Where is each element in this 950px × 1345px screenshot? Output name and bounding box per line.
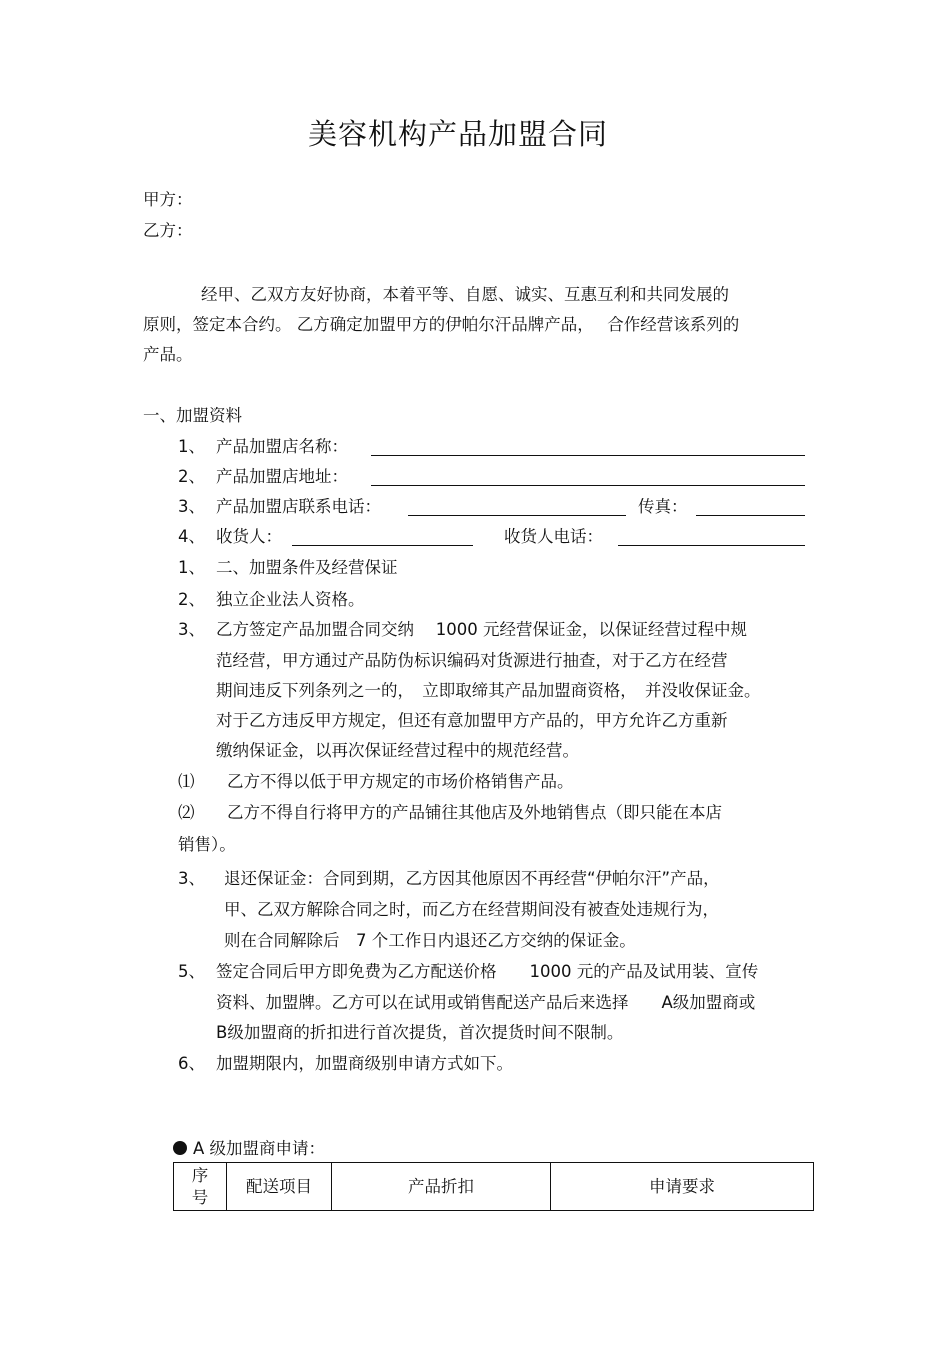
item-5-number: 5、 <box>178 962 205 981</box>
bullet-icon <box>173 1141 187 1155</box>
clause-2-number: ⑵ <box>178 803 195 822</box>
item-2-number: 2、 <box>178 590 205 609</box>
item-3-number: 3、 <box>178 620 205 639</box>
col-seq-line-2: 号 <box>191 1187 209 1207</box>
preamble-line-2: 原则，签定本合约。 乙方确定加盟甲方的伊帕尔汗品牌产品， 合作经营该系列的 <box>143 315 740 334</box>
consignee-phone-label: 收货人电话： <box>504 527 603 546</box>
store-phone-label: 产品加盟店联系电话： <box>216 497 381 516</box>
item-5-line-2: 资料、加盟牌。乙方可以在试用或销售配送产品后来选择 A级加盟商或 <box>216 993 756 1012</box>
item-3b-number: 3、 <box>178 869 205 888</box>
table-header-row <box>174 1163 814 1211</box>
store-address-label: 产品加盟店地址： <box>216 467 348 486</box>
party-a-label: 甲方： <box>143 190 193 209</box>
a-level-heading <box>173 1139 325 1159</box>
field-4-number: 4、 <box>178 527 205 546</box>
section-1-heading: 一、加盟资料 <box>143 406 242 425</box>
store-name-label: 产品加盟店名称： <box>216 437 348 456</box>
item-3-line-3: 期间违反下列条列之一的， 立即取缔其产品加盟商资格， 并没收保证金。 <box>216 681 761 700</box>
item-3-line-1: 乙方签定产品加盟合同交纳 1000 元经营保证金，以保证经营过程中规 <box>216 620 747 639</box>
store-name-field[interactable] <box>371 455 805 456</box>
party-b-label: 乙方： <box>143 221 193 240</box>
store-phone-field[interactable] <box>408 515 626 516</box>
item-3-line-5: 缴纳保证金，以再次保证经营过程中的规范经营。 <box>216 741 579 760</box>
consignee-field[interactable] <box>292 545 473 546</box>
consignee-label: 收货人： <box>216 527 282 546</box>
item-3-line-2: 范经营，甲方通过产品防伪标识编码对货源进行抽查，对于乙方在经营 <box>216 651 728 670</box>
col-seq-header <box>174 1163 227 1211</box>
field-3-number: 3、 <box>178 497 205 516</box>
field-2-number: 2、 <box>178 467 205 486</box>
store-address-field[interactable] <box>371 485 805 486</box>
a-level-heading-text: A 级加盟商申请： <box>193 1139 326 1158</box>
item-5-line-3: B级加盟商的折扣进行首次提货，首次提货时间不限制。 <box>216 1023 624 1042</box>
a-level-table <box>173 1162 814 1211</box>
col-requirement-header: 申请要求 <box>551 1163 814 1211</box>
item-3b-line-1: 退还保证金：合同到期，乙方因其他原因不再经营“伊帕尔汗”产品， <box>224 869 720 888</box>
consignee-phone-field[interactable] <box>618 545 805 546</box>
clause-2-line-2: 销售）。 <box>178 835 236 854</box>
col-seq-line-1: 序 <box>191 1165 209 1185</box>
item-6-number: 6、 <box>178 1054 205 1073</box>
fax-field[interactable] <box>696 515 805 516</box>
col-discount-header: 产品折扣 <box>332 1163 551 1211</box>
item-2-text: 独立企业法人资格。 <box>216 590 365 609</box>
preamble-line-3: 产品。 <box>143 345 193 364</box>
item-3b-line-3: 则在合同解除后 7 个工作日内退还乙方交纳的保证金。 <box>224 931 636 950</box>
clause-1-number: ⑴ <box>178 772 195 791</box>
item-6-text: 加盟期限内，加盟商级别申请方式如下。 <box>216 1054 513 1073</box>
fax-label: 传真： <box>638 497 688 516</box>
field-1-number: 1、 <box>178 437 205 456</box>
item-5-line-1: 签定合同后甲方即免费为乙方配送价格 1000 元的产品及试用装、宣传 <box>216 962 759 981</box>
item-1-number: 1、 <box>178 558 205 577</box>
clause-1-text: 乙方不得以低于甲方规定的市场价格销售产品。 <box>227 772 574 791</box>
item-3-line-4: 对于乙方违反甲方规定，但还有意加盟甲方产品的，甲方允许乙方重新 <box>216 711 728 730</box>
clause-2-line-1: 乙方不得自行将甲方的产品铺往其他店及外地销售点（即只能在本店 <box>227 803 722 822</box>
item-1-text: 二、加盟条件及经营保证 <box>216 558 398 577</box>
preamble-line-1: 经甲、乙双方友好协商，本着平等、自愿、诚实、互惠互利和共同发展的 <box>201 285 729 304</box>
col-delivery-header: 配送项目 <box>227 1163 332 1211</box>
item-3b-line-2: 甲、乙双方解除合同之时，而乙方在经营期间没有被查处违规行为， <box>224 900 719 919</box>
document-title: 美容机构产品加盟合同 <box>307 117 608 151</box>
